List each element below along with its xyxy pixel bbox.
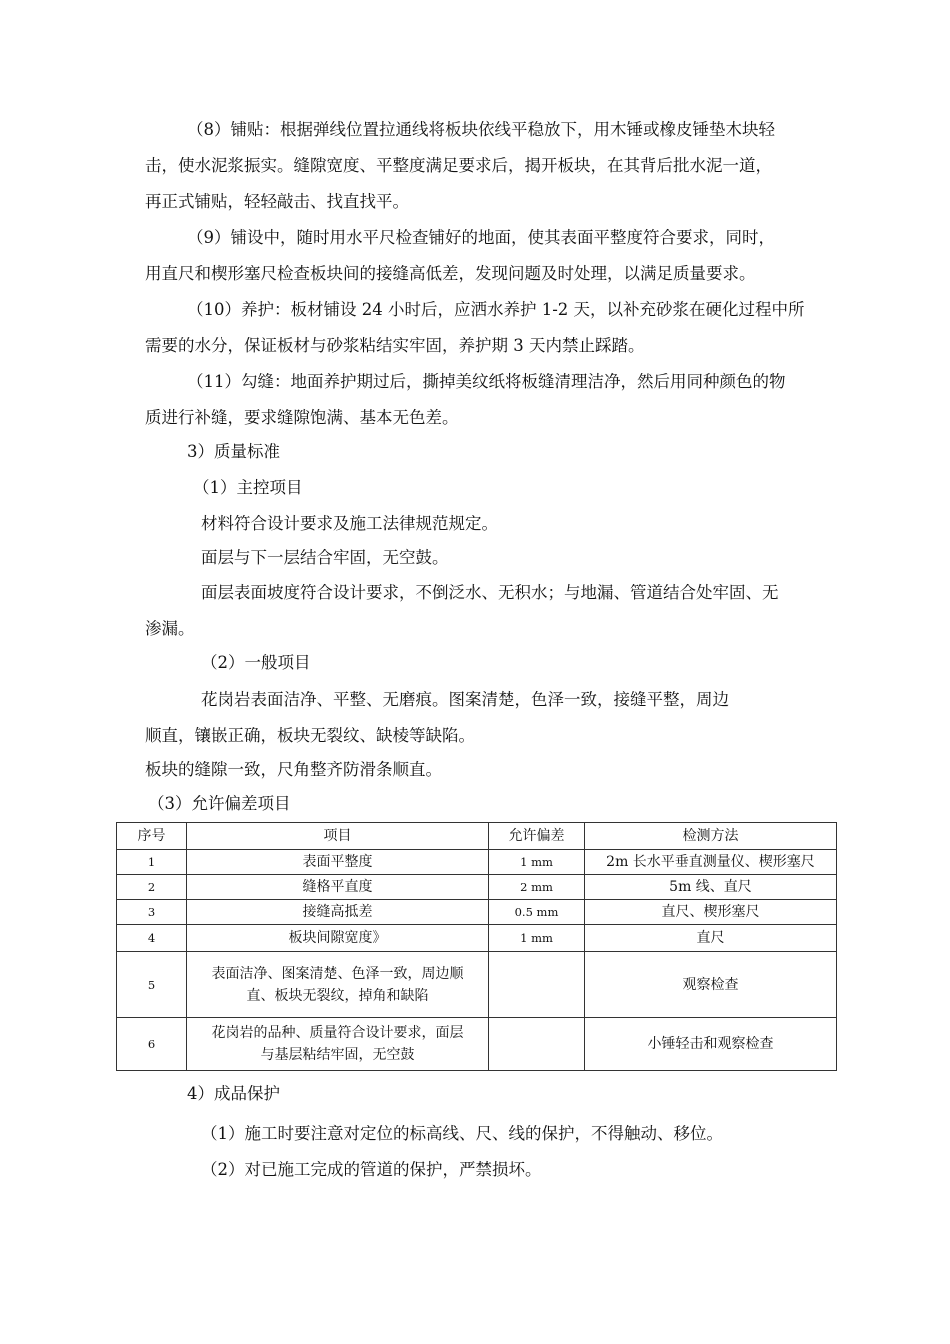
general-item-1-line-1: 花岗岩表面洁净、平整、无磨痕。图案清楚，色泽一致，接缝平整，周边 [201,690,729,709]
table-cell-tolerance: 0.5 mm [489,900,585,925]
paragraph-9-line-1: （9）铺设中，随时用水平尺检查铺好的地面，使其表面平整度符合要求，同时， [187,228,775,247]
section-heading-protection: 4）成品保护 [187,1084,280,1103]
table-cell-item-line: 花岗岩的品种、质量符合设计要求，面层 [211,1025,464,1041]
table-header-row [117,823,837,850]
table-cell-method: 小锤轻击和观察检查 [585,1018,837,1071]
table-row [117,850,837,875]
table-cell-method: 5m 线、直尺 [585,875,837,900]
protection-item-2: （2）对已施工完成的管道的保护，严禁损坏。 [201,1160,542,1179]
tolerance-table [116,822,837,1071]
table-header-cell: 项目 [187,823,489,850]
table-cell-tolerance: 1 mm [489,850,585,875]
paragraph-11-line-1: （11）勾缝：地面养护期过后，撕掉美纹纸将板缝清理洁净，然后用同种颜色的物 [187,372,786,391]
table-cell-item: 缝格平直度 [187,875,489,900]
table-cell-method: 2m 长水平垂直测量仪、楔形塞尺 [585,850,837,875]
table-cell-item: 接缝高抵差 [187,900,489,925]
table-cell-tolerance [489,1018,585,1071]
table-cell-item-line: 表面洁净、图案清楚、色泽一致，周边顺 [211,965,464,982]
table-cell-item [187,1018,489,1071]
subheading-general-items: （2）一般项目 [201,653,311,672]
main-item-3-line-2: 渗漏。 [145,619,195,638]
table-header-cell: 允许偏差 [489,823,585,850]
table-cell-no: 4 [117,925,187,952]
table-cell-no: 3 [117,900,187,925]
table-cell-item: 板块间隙宽度》 [187,925,489,952]
table-cell-method: 直尺 [585,925,837,952]
paragraph-10-line-2: 需要的水分，保证板材与砂浆粘结实牢固，养护期 3 天内禁止踩踏。 [145,336,645,355]
paragraph-8-line-1: （8）铺贴：根据弹线位置拉通线将板块依线平稳放下，用木锤或橡皮锤垫木块轻 [187,120,775,139]
table-cell-item-line: 与基层粘结牢固，无空鼓 [260,1047,415,1063]
table-cell-no: 5 [117,952,187,1018]
table-row [117,952,837,1018]
general-item-1-line-2: 顺直，镶嵌正确，板块无裂纹、缺棱等缺陷。 [145,726,475,745]
table-cell-tolerance: 1 mm [489,925,585,952]
paragraph-8-line-3: 再正式铺贴，轻轻敲击、找直找平。 [145,192,409,211]
table-row [117,875,837,900]
table-cell-method: 观察检查 [585,952,837,1018]
main-item-1: 材料符合设计要求及施工法律规范规定。 [201,514,498,533]
table-cell-item: 表面平整度 [187,850,489,875]
table-header-cell: 序号 [117,823,187,850]
main-item-2: 面层与下一层结合牢固，无空鼓。 [201,548,449,567]
paragraph-8-line-2: 击，使水泥浆振实。缝隙宽度、平整度满足要求后，揭开板块，在其背后批水泥一道， [145,156,772,175]
subheading-tolerance-items: （3）允许偏差项目 [148,794,291,813]
table-cell-no: 6 [117,1018,187,1071]
table-row [117,900,837,925]
general-item-2: 板块的缝隙一致，尺角整齐防滑条顺直。 [145,760,442,779]
table-cell-item-line: 直、板块无裂纹，掉角和缺陷 [246,987,429,1004]
table-cell-method: 直尺、楔形塞尺 [585,900,837,925]
subheading-main-items: （1）主控项目 [193,478,303,497]
protection-item-1: （1）施工时要注意对定位的标高线、尺、线的保护，不得触动、移位。 [201,1124,723,1143]
table-row [117,925,837,952]
paragraph-11-line-2: 质进行补缝，要求缝隙饱满、基本无色差。 [145,408,459,427]
table-cell-tolerance: 2 mm [489,875,585,900]
table-cell-item [187,952,489,1018]
table-row [117,1018,837,1071]
section-heading-quality: 3）质量标准 [187,442,280,461]
table-header-cell: 检测方法 [585,823,837,850]
table-cell-no: 1 [117,850,187,875]
main-item-3-line-1: 面层表面坡度符合设计要求，不倒泛水、无积水；与地漏、管道结合处牢固、无 [201,583,779,602]
table-cell-no: 2 [117,875,187,900]
paragraph-9-line-2: 用直尺和楔形塞尺检查板块间的接缝高低差，发现问题及时处理，以满足质量要求。 [145,264,756,283]
table-cell-tolerance [489,952,585,1018]
paragraph-10-line-1: （10）养护：板材铺设 24 小时后，应洒水养护 1-2 天，以补充砂浆在硬化过程中所 [187,300,805,319]
